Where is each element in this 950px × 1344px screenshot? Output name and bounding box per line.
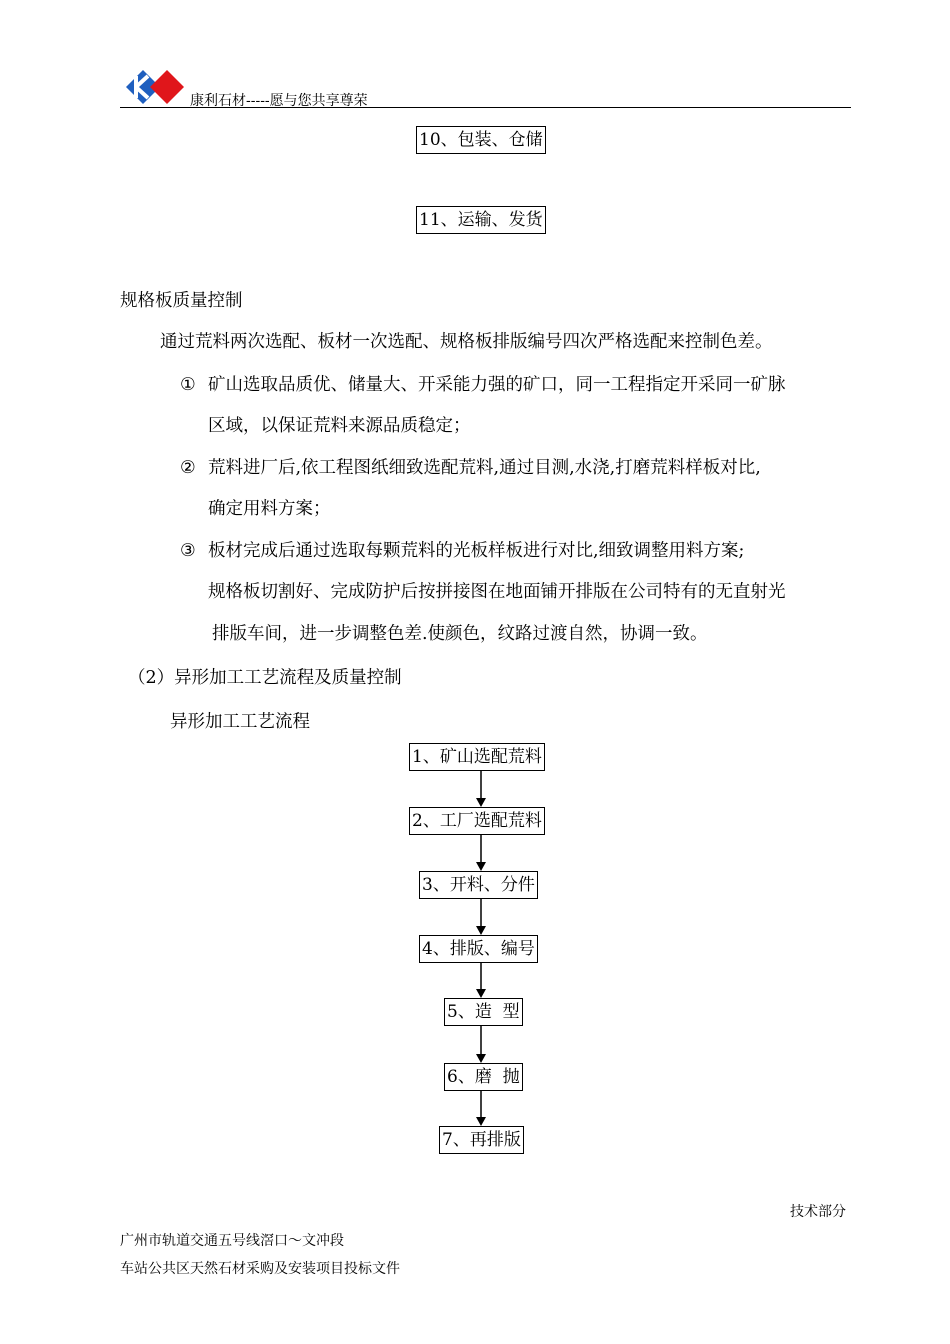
flow-step-6: 6、磨 抛 [444, 1063, 523, 1091]
header-divider [120, 107, 851, 108]
kangli-logo-icon [126, 68, 184, 106]
list-text-continued: 排版车间，进一步调整色差.使颜色，纹路过渡自然，协调一致。 [212, 624, 708, 644]
list-marker: ① [180, 375, 196, 395]
flow-arrow-down [474, 1090, 488, 1127]
list-text-continued: 区域，以保证荒料来源品质稳定； [208, 416, 471, 436]
list-item [180, 539, 744, 563]
list-item [180, 456, 761, 480]
flow-step-5: 5、造 型 [444, 998, 523, 1026]
flow-box-packaging: 10、包装、仓储 [416, 126, 546, 154]
flow-step-4: 4、排版、编号 [419, 935, 538, 963]
list-text: 矿山选取品质优、储量大、开采能力强的矿口，同一工程指定开采同一矿脉 [208, 375, 786, 395]
flow-arrow-down [474, 962, 488, 999]
list-text: 板材完成后通过选取每颗荒料的光板样板进行对比,细致调整用料方案; [208, 541, 745, 561]
footer-project-line2: 车站公共区天然石材采购及安装项目投标文件 [120, 1261, 400, 1277]
flow-step-1: 1、矿山选配荒料 [409, 743, 545, 771]
flow-step-3: 3、开料、分件 [419, 871, 538, 899]
section2-heading: （2）异形加工工艺流程及质量控制 [128, 668, 402, 688]
flow-arrow-down [474, 898, 488, 936]
header-title: 康利石材-----愿与您共享尊荣 [190, 93, 368, 109]
section2-subheading: 异形加工工艺流程 [170, 712, 310, 732]
list-item [180, 373, 786, 397]
flow-arrow-down [474, 770, 488, 808]
section-intro: 通过荒料两次选配、板材一次选配、规格板排版编号四次严格选配来控制色差。 [160, 332, 773, 352]
flow-step-7: 7、再排版 [439, 1126, 524, 1154]
section-heading: 规格板质量控制 [120, 291, 243, 311]
flow-step-2: 2、工厂选配荒料 [409, 807, 545, 835]
flow-arrow-down [474, 834, 488, 872]
list-marker: ③ [180, 541, 196, 561]
list-marker: ② [180, 458, 196, 478]
footer-project-line1: 广州市轨道交通五号线滘口～文冲段 [120, 1233, 344, 1249]
list-text-continued: 规格板切割好、完成防护后按拼接图在地面铺开排版在公司特有的无直射光 [208, 582, 786, 602]
list-text-continued: 确定用料方案； [208, 499, 331, 519]
footer-section-label: 技术部分 [790, 1204, 846, 1220]
flow-arrow-down [474, 1025, 488, 1064]
list-text: 荒料进厂后,依工程图纸细致选配荒料,通过目测,水浇,打磨荒料样板对比, [208, 458, 761, 478]
flow-box-shipping: 11、运输、发货 [416, 206, 546, 234]
